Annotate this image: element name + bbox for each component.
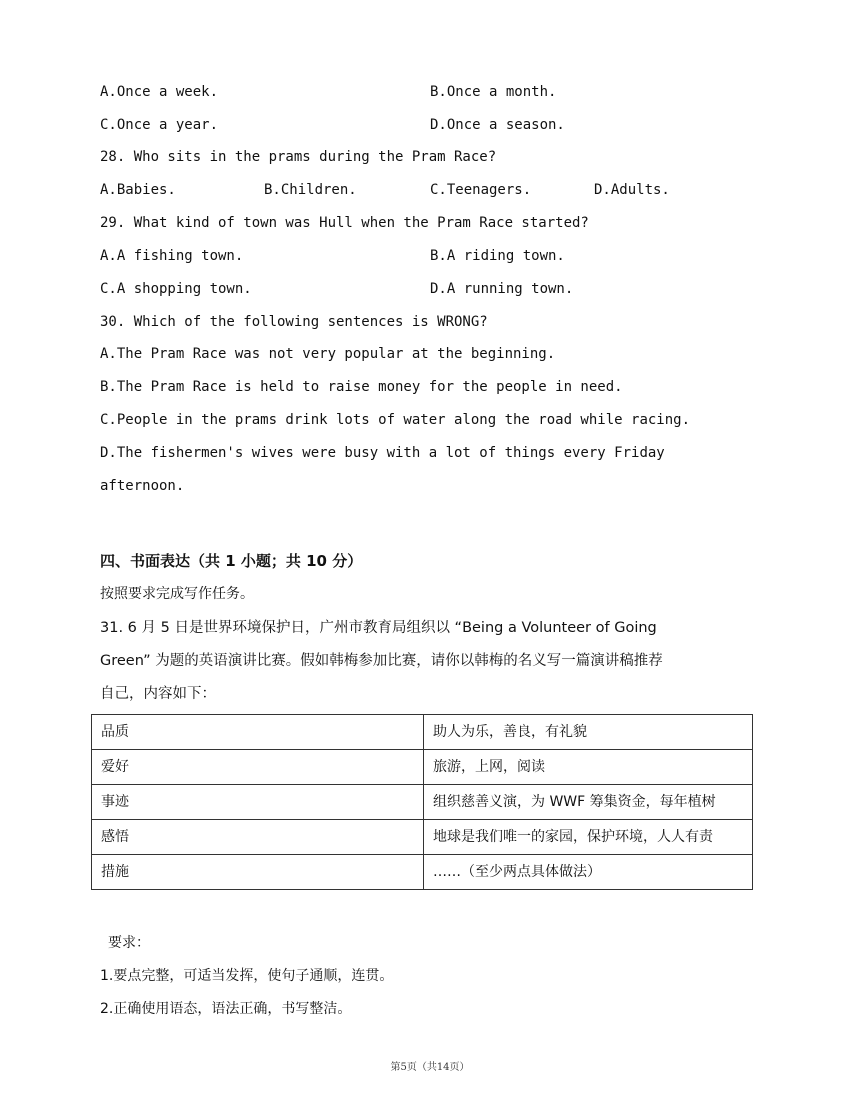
content-table bbox=[91, 714, 753, 890]
table-row bbox=[92, 785, 753, 820]
q28-option-b: B.Children. bbox=[264, 182, 357, 198]
q30-option-d: D.The fishermen's wives were busy with a lot of things every Friday bbox=[100, 445, 665, 461]
q31-prompt-line-3: 自己，内容如下： bbox=[100, 686, 216, 702]
q28-option-a: A.Babies. bbox=[100, 182, 176, 198]
table-value: ……（至少两点具体做法） bbox=[424, 855, 753, 890]
q30-stem: 30. Which of the following sentences is WRONG? bbox=[100, 314, 488, 330]
requirement-1: 1.要点完整，可适当发挥，使句子通顺，连贯。 bbox=[100, 968, 394, 984]
table-value: 旅游，上网，阅读 bbox=[424, 750, 753, 785]
q27-option-b: B.Once a month. bbox=[430, 84, 557, 100]
q30-option-a: A.The Pram Race was not very popular at the beginning. bbox=[100, 346, 556, 362]
q27-option-d: D.Once a season. bbox=[430, 117, 565, 133]
q27-option-a: A.Once a week. bbox=[100, 84, 219, 100]
page-footer: 第5页（共14页） bbox=[390, 1062, 470, 1073]
requirement-2: 2.正确使用语态，语法正确，书写整洁。 bbox=[100, 1001, 352, 1017]
table-value: 组织慈善义演，为 WWF 筹集资金，每年植树 bbox=[424, 785, 753, 820]
table-row bbox=[92, 750, 753, 785]
table-row bbox=[92, 715, 753, 750]
q28-option-d: D.Adults. bbox=[594, 182, 670, 198]
q30-option-d-continued: afternoon. bbox=[100, 478, 185, 494]
q29-stem: 29. What kind of town was Hull when the Pram Race started? bbox=[100, 215, 589, 231]
section-heading: 四、书面表达（共 1 小题；共 10 分） bbox=[100, 552, 363, 570]
table-key: 品质 bbox=[92, 715, 424, 750]
table-value: 助人为乐，善良，有礼貌 bbox=[424, 715, 753, 750]
section-instruction: 按照要求完成写作任务。 bbox=[100, 586, 254, 602]
table-key: 措施 bbox=[92, 855, 424, 890]
q29-option-b: B.A riding town. bbox=[430, 248, 565, 264]
q29-option-d: D.A running town. bbox=[430, 281, 574, 297]
requirements-title: 要求： bbox=[108, 935, 150, 951]
table-key: 爱好 bbox=[92, 750, 424, 785]
table-key: 感悟 bbox=[92, 820, 424, 855]
q31-prompt-line-1: 31. 6 月 5 日是世界环境保护日，广州市教育局组织以 “Being a Volunteer of Going bbox=[100, 620, 657, 636]
table-row bbox=[92, 820, 753, 855]
table-value: 地球是我们唯一的家园，保护环境，人人有责 bbox=[424, 820, 753, 855]
table-row bbox=[92, 855, 753, 890]
q28-stem: 28. Who sits in the prams during the Pram Race? bbox=[100, 149, 497, 165]
q30-option-b: B.The Pram Race is held to raise money for the people in need. bbox=[100, 379, 623, 395]
q29-option-c: C.A shopping town. bbox=[100, 281, 252, 297]
table-key: 事迹 bbox=[92, 785, 424, 820]
q30-option-c: C.People in the prams drink lots of water along the road while racing. bbox=[100, 412, 691, 428]
q28-option-c: C.Teenagers. bbox=[430, 182, 532, 198]
q27-option-c: C.Once a year. bbox=[100, 117, 219, 133]
q29-option-a: A.A fishing town. bbox=[100, 248, 244, 264]
q31-prompt-line-2: Green” 为题的英语演讲比赛。假如韩梅参加比赛，请你以韩梅的名义写一篇演讲稿推荐 bbox=[100, 653, 663, 669]
